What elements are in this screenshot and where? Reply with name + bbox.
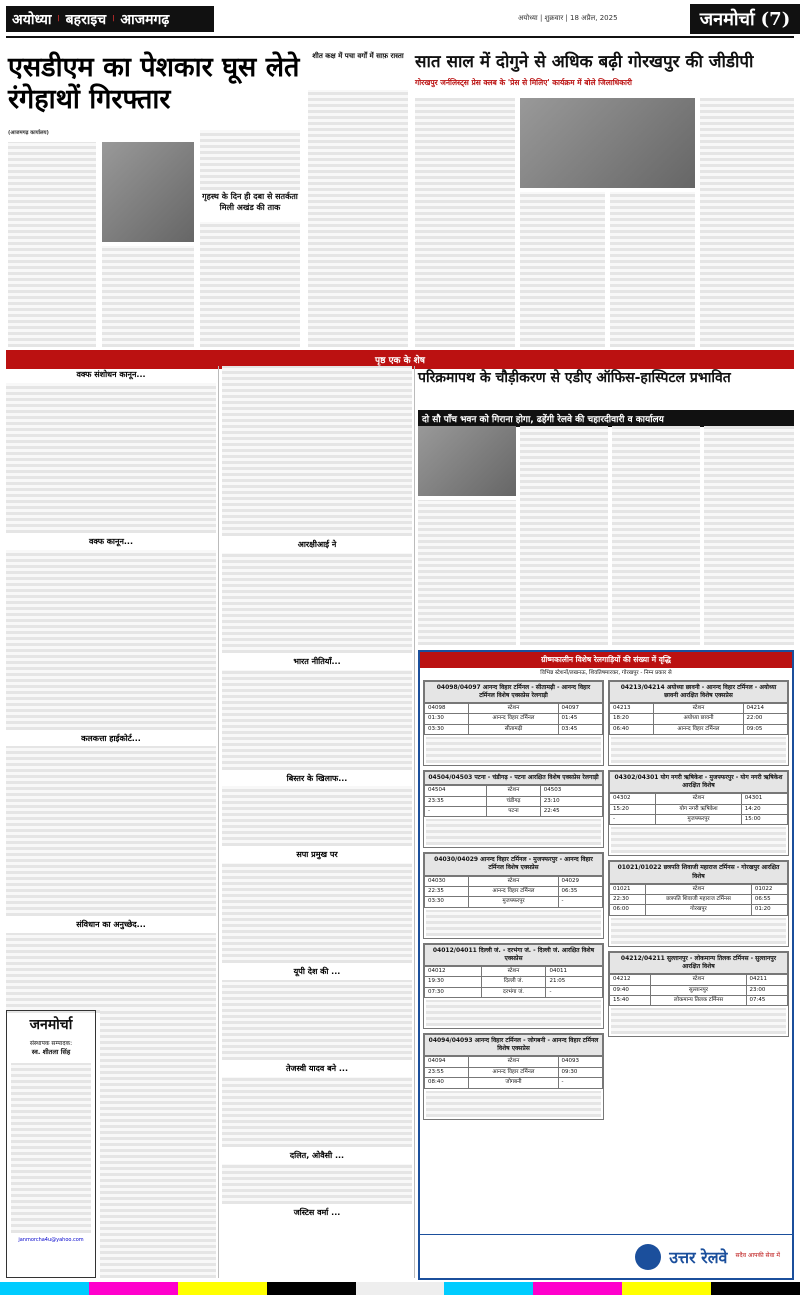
train-box	[423, 770, 604, 848]
table-row: 23:55 आनन्द विहार टर्मिनल 09:30	[425, 1067, 603, 1077]
table-row: - पटना 22:45	[425, 806, 603, 816]
train-box	[608, 860, 789, 946]
mid-text-0	[222, 366, 412, 536]
waqf-text	[6, 383, 216, 533]
train-title: 04212/04211 सुल्तानपुर - लोकमान्य तिलक टर्मिनस - सुल्तानपुर आरक्षित विशेष	[609, 952, 788, 974]
table-row: 22:30 छत्रपति शिवाजी महाराज टर्मिनस 06:55	[610, 895, 788, 905]
city-strip: अयोध्या | बहराइच | आजमगढ़	[6, 6, 214, 32]
trains-right-col	[608, 680, 789, 1124]
table-row: 06:40 आनन्द विहार टर्मिनल 09:05	[610, 724, 788, 734]
mid-head-5: तेजस्वी यादव बने ...	[285, 1063, 349, 1073]
mid-head-3: सपा प्रमुख पर	[296, 850, 338, 860]
train-no-b: 04211	[746, 975, 787, 985]
mid-head-4: यूपी देश की ...	[293, 967, 341, 977]
side-text	[308, 90, 408, 347]
railway-notice-title: ग्रीष्मकालीन विशेष रेलगाड़ियों की संख्या में वृद्धि	[420, 652, 792, 668]
mid-head-7: जस्टिस वर्मा ...	[293, 1207, 341, 1217]
train-title: 04012/04011 दिल्ली जं. - दरभंगा जं. - दिल्ली जं. आरक्षित विशेष एक्सप्रेस	[424, 944, 603, 966]
gkp-text-col3	[610, 192, 695, 347]
train-no-a: 04012	[425, 967, 482, 977]
city-azamgarh: आजमगढ़	[120, 11, 170, 28]
gkp-text-col4	[700, 98, 794, 347]
lead-text-col4	[200, 222, 300, 347]
lead-photo	[102, 142, 194, 242]
train-no-b: 04097	[558, 703, 602, 713]
masthead-box	[6, 1010, 96, 1278]
table-row: 01:30 आनन्द विहार टर्मिनल 01:45	[425, 714, 603, 724]
railway-advert	[418, 650, 794, 1280]
waqf-head: वक्फ संशोधन कानून...	[76, 370, 146, 379]
train-no-a: 04302	[610, 794, 656, 804]
train-notes	[426, 819, 601, 845]
editor-label: संस्थापक सम्पादक:	[29, 1040, 73, 1047]
table-row: 06:00 गोरखपुर 01:20	[610, 905, 788, 915]
station-header: स्टेशन	[469, 876, 558, 886]
gkp-subheadline: गोरखपुर जर्नलिस्ट्स प्रेस क्लब के 'प्रेस से मिलिए' कार्यक्रम में बोले जिलाधिकारी	[415, 78, 632, 87]
parikrama-photo	[418, 426, 516, 496]
mid-head-0: आरक्षीआई ने	[297, 540, 337, 549]
mid-text-4	[222, 863, 412, 963]
mid-text-7	[222, 1164, 412, 1204]
station-header: स्टेशन	[469, 1057, 558, 1067]
masthead-logo: जनमोर्चा	[29, 1017, 73, 1033]
mid-text-3	[222, 786, 412, 846]
calcutta-text	[6, 746, 216, 916]
mid-head-2: बिस्तर के खिलाफ...	[286, 773, 348, 783]
train-no-a: 04030	[425, 876, 469, 886]
parikrama-text-col1	[418, 500, 516, 645]
left-bottom-text	[100, 1010, 216, 1278]
train-notes	[611, 737, 786, 763]
train-no-b: 04011	[546, 967, 603, 977]
train-box	[423, 680, 604, 766]
parikrama-text-col3	[612, 426, 700, 645]
station-header: स्टेशन	[654, 703, 743, 713]
parikrama-text-col4	[704, 426, 794, 645]
page-header	[0, 0, 800, 48]
train-no-a: 04504	[425, 786, 487, 796]
train-no-b: 04214	[743, 703, 787, 713]
railway-logo-icon	[635, 1244, 661, 1270]
gkp-text-col1	[415, 98, 515, 347]
train-title: 04030/04029 आनन्द विहार टर्मिनल - मुजफ्फरपुर - आनन्द विहार टर्मिनल विशेष एक्सप्रेस	[424, 853, 603, 875]
table-row: 15:20 योग नगरी ऋषिकेश 14:20	[610, 804, 788, 814]
train-no-b: 04029	[558, 876, 602, 886]
train-box	[608, 770, 789, 856]
table-row: 03:30 सीतामढ़ी 03:45	[425, 724, 603, 734]
mid-head-6: दलित, ओवैसी ...	[289, 1150, 345, 1160]
station-header: स्टेशन	[651, 975, 746, 985]
lead-byline: (आजमगढ़ कार्यालय)	[8, 130, 49, 136]
table-row: 18:20 अयोध्या छावनी 22:00	[610, 714, 788, 724]
mid-text-1	[222, 553, 412, 653]
train-no-a: 04098	[425, 703, 469, 713]
table-row: 23:35 चंडीगढ़ 23:10	[425, 796, 603, 806]
gkp-headline: सात साल में दोगुने से अधिक बढ़ी गोरखपुर की जीडीपी	[415, 52, 754, 72]
table-row: 08:40 जोगबनी -	[425, 1078, 603, 1088]
table-row: 03:30 मुजफ्फरपुर -	[425, 897, 603, 907]
masthead-email: janmorcha4u@yahoo.com	[18, 1236, 84, 1243]
train-box	[423, 852, 604, 938]
mid-head-1: भारत नीतियाँ...	[293, 656, 341, 666]
mid-text-2	[222, 670, 412, 770]
table-row: 22:35 आनन्द विहार टर्मिनल 06:35	[425, 886, 603, 896]
trains-left-col	[423, 680, 604, 1124]
train-no-b: 04093	[558, 1057, 602, 1067]
railway-tagline: सदैव आपकी सेवा में	[735, 1252, 780, 1260]
train-notes	[426, 1000, 601, 1026]
calcutta-head: कलकत्ता हाईकोर्ट...	[81, 733, 141, 743]
waqf-kanoon-text	[6, 550, 216, 730]
station-header: स्टेशन	[481, 967, 546, 977]
newspaper-logo: जनमोर्चा (7)	[690, 4, 800, 34]
city-ayodhya: अयोध्या	[12, 11, 52, 28]
city-bahraich: बहराइच	[65, 11, 107, 28]
train-notes	[611, 1008, 786, 1034]
train-title: 04302/04301 योग नगरी ऋषिकेश - मुजफ्फरपुर - योग नगरी ऋषिकेश आरक्षित विशेष	[609, 771, 788, 793]
lead-subhead: गृहस्थ के दिन ही दबा से सतर्कता मिली अखंड की ताक	[202, 192, 298, 212]
train-notes	[611, 827, 786, 853]
train-no-a: 01021	[610, 884, 646, 894]
station-header: स्टेशन	[487, 786, 541, 796]
train-no-a: 04213	[610, 703, 654, 713]
waqf-kanoon-head: वक्फ कानून...	[88, 536, 133, 546]
page-number: (7)	[760, 8, 791, 30]
station-header: स्टेशन	[646, 884, 752, 894]
table-row: 07:30 दरभंगा जं. -	[425, 987, 603, 997]
train-no-b: 04301	[741, 794, 787, 804]
railway-footer	[420, 1234, 792, 1278]
train-no-a: 04094	[425, 1057, 469, 1067]
mid-text-6	[222, 1077, 412, 1147]
lead-text-col3	[200, 130, 300, 190]
middle-continuations	[222, 366, 412, 1278]
continued-banner: पृष्ठ एक के शेष	[6, 350, 794, 369]
print-color-strip	[0, 1282, 800, 1295]
railway-brand: उत्तर रेलवे	[669, 1247, 728, 1267]
editor-name: स्व. शीतला सिंह	[31, 1048, 71, 1057]
train-notes	[611, 918, 786, 944]
train-notes	[426, 737, 601, 763]
masthead-text	[11, 1063, 91, 1233]
left-continuations	[6, 366, 216, 1006]
mid-text-5	[222, 980, 412, 1060]
table-row: 15:40 लोकमान्य तिलक टर्मिनस 07:45	[610, 995, 788, 1005]
train-box	[423, 1033, 604, 1119]
samvidhan-head: संविधान का अनुच्छेद...	[76, 920, 146, 930]
parikrama-headline: परिक्रमापथ के चौड़ीकरण से एडीए ऑफिस-हास्पिटल प्रभावित	[418, 370, 731, 386]
station-header: स्टेशन	[469, 703, 558, 713]
date-line: अयोध्या | शुक्रवार | 18 अप्रैल, 2025	[518, 14, 618, 22]
train-box	[608, 951, 789, 1037]
parikrama-subhead: दो सौ पाँच भवन को गिराना होगा, ढहेंगी रेलवे की चहारदीवारी व कार्यालय	[418, 410, 794, 427]
train-title: 04098/04097 आनन्द विहार टर्मिनल - सीतामढ़ी - आनन्द विहार टर्मिनल विशेष एक्सप्रेस रेलगाड़ी	[424, 681, 603, 703]
train-box	[423, 943, 604, 1029]
parikrama-text-col2	[520, 426, 608, 645]
lead-text-col2	[102, 246, 194, 347]
samvidhan-text	[6, 933, 216, 1013]
side-headline: शीत कक्ष में पचा वर्गों में साफ़ रास्ता	[312, 52, 404, 60]
train-box	[608, 680, 789, 766]
train-no-b: 01022	[751, 884, 787, 894]
gkp-text-col2	[520, 192, 605, 347]
train-title: 04504/04503 पटना - चंडीगढ़ - पटना आरक्षित विशेष एक्सप्रेस रेलगाड़ी	[424, 771, 603, 785]
station-header: स्टेशन	[656, 794, 742, 804]
train-notes	[426, 910, 601, 936]
train-title: 01021/01022 छत्रपति शिवाजी महाराज टर्मिनस - गोरखपुर आरक्षित विशेष	[609, 861, 788, 883]
railway-notice-sub: विभिन्न स्टेशनों/लखनऊ, शिवतिषमारकर, गोरखपुर - निम्न प्रकार से	[540, 670, 672, 677]
train-notes	[426, 1091, 601, 1117]
lead-headline: एसडीएम का पेशकार घूस लेते रंगेहाथों गिरफ्तार	[8, 52, 300, 115]
lead-text-col1	[8, 142, 96, 347]
train-title: 04213/04214 अयोध्या छावनी - आनन्द विहार टर्मिनल - अयोध्या छावनी आरक्षित विशेष एक्सप्रेस	[609, 681, 788, 703]
table-row: 09:40 सुल्तानपुर 23:00	[610, 985, 788, 995]
table-row: 19:30 दिल्ली जं. 21:05	[425, 977, 603, 987]
gkp-photo	[520, 98, 695, 188]
train-title: 04094/04093 आनन्द विहार टर्मिनल - जोगबनी - आनन्द विहार टर्मिनल विशेष एक्सप्रेस	[424, 1034, 603, 1056]
train-no-a: 04212	[610, 975, 651, 985]
header-rule	[6, 36, 794, 38]
table-row: - मुजफ्फरपुर 15:00	[610, 815, 788, 825]
train-no-b: 04503	[540, 786, 602, 796]
